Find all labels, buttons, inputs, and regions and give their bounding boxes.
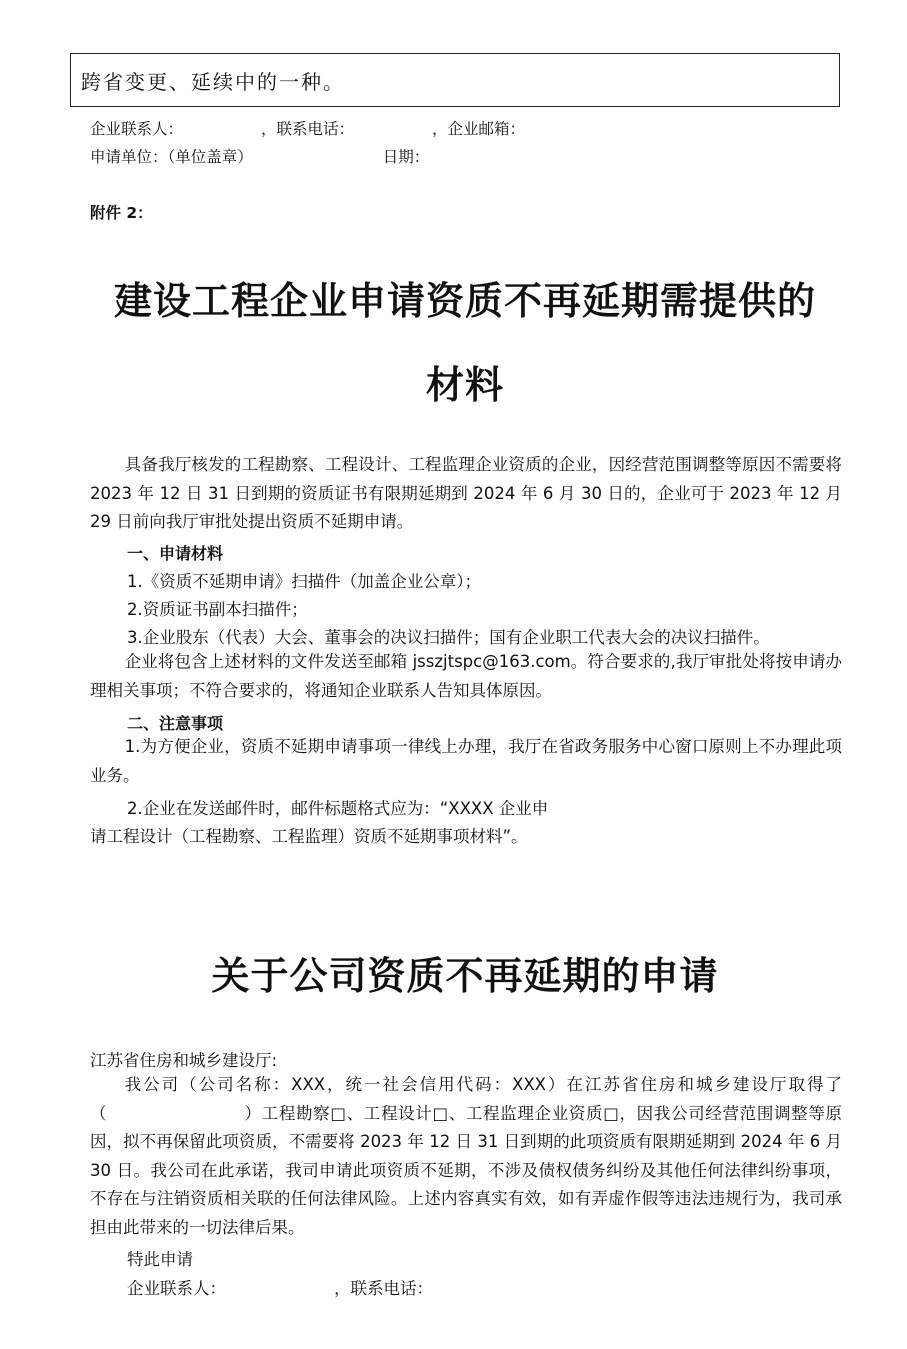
material-item-2: 2.资质证书副本扫描件； [127,600,308,619]
boxed-note [70,53,840,107]
contact-email-label: ，企业邮箱： [432,120,526,138]
material-item-1: 1.《资质不延期申请》扫描件（加盖企业公章）； [127,572,481,591]
application-salutation: 江苏省住房和城乡建设厅: [90,1051,278,1070]
document-title-line-1: 建设工程企业申请资质不再延期需提供的 [113,278,816,323]
applicant-unit-label: 申请单位：（单位盖章） [90,148,253,166]
application-contact-label: 企业联系人： [127,1279,226,1298]
contact-person-label: 企业联系人： [90,120,184,138]
note-item-2-line-1: 2.企业在发送邮件时，邮件标题格式应为：“XXXX 企业申 [127,799,549,818]
note-item-1: 1.为方便企业，资质不延期申请事项一律线上办理，我厅在省政务服务中心窗口原则上不办理此项业务。 [90,737,842,785]
material-item-3: 3.企业股东（代表）大会、董事会的决议扫描件；国有企业职工代表大会的决议扫描件。 [127,628,770,647]
application-body: 我公司（公司名称：XXX，统一社会信用代码：XXX）在江苏省住房和城乡建设厅取得了（ ）工程勘察□、工程设计□、工程监理企业资质□，因我公司经营范围调整等原因，拟不再保留此项资质，不需要将 2023 年 12 日 31 日到期的此项资质有限期延期到 2024 年 6 月 30 日。我公司在此承诺，我司申请此项资质不延期，不涉及债权债务纠纷及其他任何法律纠纷事项，不存在与注销资质相关联的任何法律风险。上述内容真实有效，如有弄虚作假等违法违规行为，我司承担由此带来的一切法律后果。 [90,1075,842,1237]
boxed-note-text: 跨省变更、延续中的一种。 [81,70,345,94]
email-submission-paragraph: 企业将包含上述材料的文件发送至邮箱 jsszjtspc@163.com。符合要求的,我厅审批处将按申请办理相关事项；不符合要求的，将通知企业联系人告知具体原因。 [90,652,842,700]
application-phone-label: ，联系电话： [334,1279,433,1298]
applicant-unit-line [90,145,429,167]
note-item-2-line-2: 请工程设计（工程勘察、工程监理）资质不延期事项材料”。 [90,827,528,846]
section-heading-notes: 二、注意事项 [127,714,224,733]
application-contact-line [127,1275,433,1299]
attachment-label: 附件 2： [90,204,153,222]
application-closing: 特此申请 [127,1250,193,1269]
contact-phone-label: ，联系电话： [261,120,355,138]
contact-info-line [90,117,525,139]
application-title: 关于公司资质不再延期的申请 [211,953,719,998]
document-title-line-2: 材料 [425,362,504,407]
intro-paragraph: 具备我厅核发的工程勘察、工程设计、工程监理企业资质的企业，因经营范围调整等原因不需要将 2023 年 12 日 31 日到期的资质证书有限期延期到 2024 年 6 月 30 日的，企业可于 2023 年 12 月 29 日前向我厅审批处提出资质不延期申请。 [90,455,842,531]
date-label: 日期： [382,148,430,166]
section-heading-materials: 一、申请材料 [127,544,224,563]
